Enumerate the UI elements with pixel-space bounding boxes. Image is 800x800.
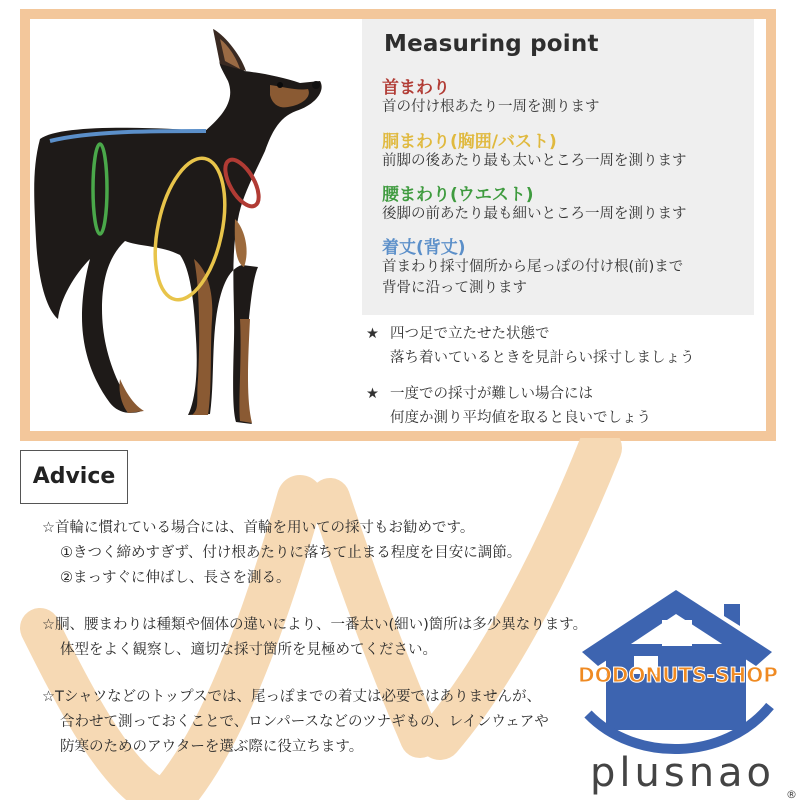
advice-line: 防寒のためのアウターを選ぶ際に役立ちます。: [60, 739, 364, 755]
note-line: 何度か測り平均値を取ると良いでしょう: [390, 410, 651, 426]
note-standing: [366, 322, 695, 370]
neck-description: 首の付け根あたり一周を測ります: [382, 99, 600, 115]
star-icon: ★: [366, 386, 379, 402]
waist-heading: 腰まわり(ウエスト): [382, 185, 534, 205]
advice-line: ☆首輪に慣れている場合には、首輪を用いての採寸もお勧めです。: [42, 520, 475, 536]
measuring-point-title: Measuring point: [384, 31, 599, 57]
shop-name: DODONUTS-SHOP: [578, 663, 778, 687]
dog-icon: [34, 29, 321, 424]
advice-line: ☆Tシャツなどのトップスでは、尾っぽまでの着丈は必要ではありませんが、: [42, 689, 542, 705]
brand-name: plusnao: [590, 750, 776, 796]
dog-illustration: [30, 19, 360, 431]
measuring-point-panel: [362, 19, 754, 315]
chest-description: 前脚の後あたり最も太いところ一周を測ります: [382, 153, 687, 169]
waist-description: 後脚の前あたり最も細いところ一周を測ります: [382, 206, 687, 222]
neck-heading: 首まわり: [382, 78, 450, 98]
registered-mark: ®: [786, 788, 797, 800]
advice-line: ②まっすぐに伸ばし、長さを測る。: [60, 570, 291, 586]
advice-heading: Advice: [20, 450, 128, 504]
note-line: 一度での採寸が難しい場合には: [390, 386, 593, 402]
advice-line: 体型をよく観察し、適切な採寸箇所を見極めてください。: [60, 642, 437, 658]
note-line: 四つ足で立たせた状態で: [390, 326, 550, 342]
note-average: [366, 382, 651, 430]
advice-paragraph-body: [42, 613, 587, 663]
length-heading: 着丈(背丈): [382, 238, 466, 258]
advice-line: 合わせて測っておくことで、ロンパースなどのツナギもの、レインウェアや: [60, 714, 549, 730]
star-icon: ★: [366, 326, 379, 342]
length-description-2: 背骨に沿って測ります: [382, 280, 527, 296]
shop-logo: [574, 586, 800, 800]
advice-line: ☆胴、腰まわりは種類や個体の違いにより、一番太い(細い)箇所は多少異なります。: [42, 617, 588, 633]
length-description-1: 首まわり採寸個所から尾っぽの付け根(前)まで: [382, 259, 684, 275]
advice-line: ①きつく締めすぎず、付け根あたりに落ちて止まる程度を目安に調節。: [60, 545, 522, 561]
advice-paragraph-collar: [42, 516, 521, 591]
note-line: 落ち着いているときを見計らい採寸しましょう: [390, 350, 695, 366]
chest-heading: 胴まわり(胸囲/バスト): [382, 132, 557, 152]
advice-paragraph-tops: [42, 685, 549, 760]
